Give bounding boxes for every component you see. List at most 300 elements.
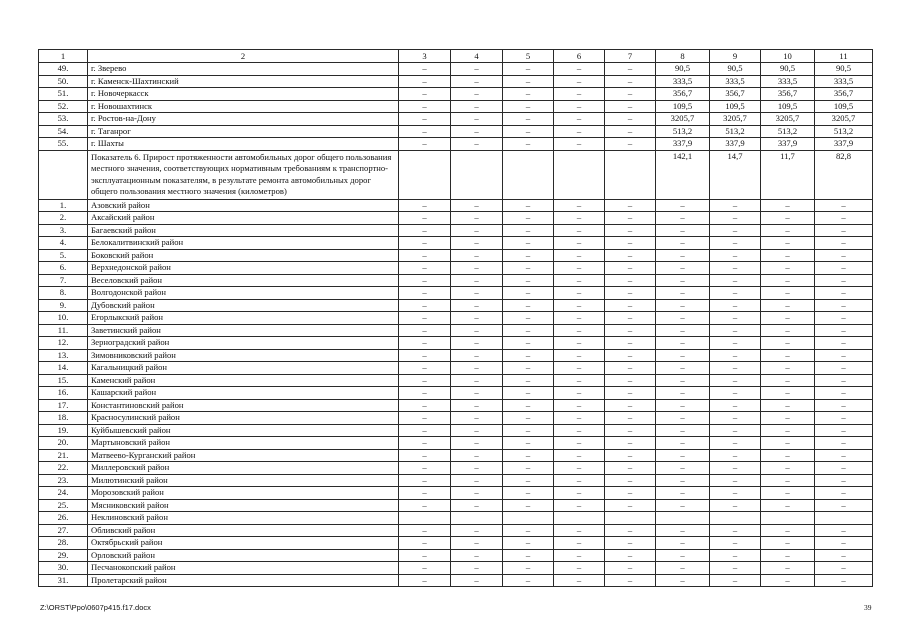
empty-value-cell: – — [451, 349, 503, 362]
empty-value-cell: – — [605, 437, 656, 450]
empty-value-cell: – — [605, 487, 656, 500]
row-number: 3. — [39, 224, 88, 237]
row-name: Верхнедонской район — [88, 262, 399, 275]
footer-file-path: Z:\ORST\Ppo\0607p415.f17.docx — [40, 603, 151, 612]
value-cell: – — [761, 499, 815, 512]
empty-value-cell: – — [605, 249, 656, 262]
row-number: 9. — [39, 299, 88, 312]
value-cell: 337,9 — [710, 138, 761, 151]
empty-value-cell: – — [554, 237, 605, 250]
value-cell: – — [656, 449, 710, 462]
empty-value-cell: – — [554, 224, 605, 237]
value-cell: – — [656, 424, 710, 437]
value-cell: – — [761, 474, 815, 487]
empty-value-cell: – — [399, 399, 451, 412]
value-cell: – — [761, 524, 815, 537]
table-row — [39, 374, 873, 387]
empty-value-cell: – — [554, 75, 605, 88]
value-cell: – — [710, 312, 761, 325]
empty-value-cell: – — [554, 412, 605, 425]
empty-value-cell: – — [503, 549, 554, 562]
empty-value-cell: – — [554, 125, 605, 138]
value-cell: 90,5 — [815, 63, 873, 76]
empty-value-cell: – — [451, 499, 503, 512]
value-cell: – — [815, 449, 873, 462]
empty-value-cell: – — [399, 113, 451, 126]
row-number: 24. — [39, 487, 88, 500]
empty-value-cell: – — [503, 537, 554, 550]
empty-value-cell: – — [503, 449, 554, 462]
row-name: Волгодонской район — [88, 287, 399, 300]
row-number: 7. — [39, 274, 88, 287]
value-cell: – — [815, 462, 873, 475]
empty-value-cell: – — [605, 63, 656, 76]
table-row — [39, 487, 873, 500]
value-cell: 333,5 — [761, 75, 815, 88]
empty-value-cell — [554, 150, 605, 199]
value-cell: – — [656, 437, 710, 450]
empty-value-cell: – — [503, 324, 554, 337]
row-number: 17. — [39, 399, 88, 412]
value-cell: – — [710, 324, 761, 337]
value-cell: – — [710, 574, 761, 587]
empty-value-cell: – — [399, 299, 451, 312]
value-cell: – — [761, 299, 815, 312]
value-cell: – — [710, 399, 761, 412]
empty-value-cell: – — [399, 274, 451, 287]
empty-value-cell: – — [451, 75, 503, 88]
empty-value-cell: – — [554, 399, 605, 412]
empty-value-cell: – — [503, 374, 554, 387]
value-cell: 90,5 — [761, 63, 815, 76]
empty-value-cell: – — [605, 312, 656, 325]
value-cell: 3205,7 — [656, 113, 710, 126]
value-cell: – — [656, 574, 710, 587]
empty-value-cell: – — [451, 63, 503, 76]
value-cell — [656, 512, 710, 525]
value-cell: – — [656, 349, 710, 362]
row-number: 54. — [39, 125, 88, 138]
empty-value-cell — [451, 150, 503, 199]
value-cell: – — [710, 287, 761, 300]
row-name: Белокалитвинский район — [88, 237, 399, 250]
row-number: 20. — [39, 437, 88, 450]
empty-value-cell: – — [399, 349, 451, 362]
row-number: 31. — [39, 574, 88, 587]
empty-value-cell: – — [605, 374, 656, 387]
table-header-row — [39, 50, 873, 63]
empty-value-cell: – — [451, 312, 503, 325]
row-number: 30. — [39, 562, 88, 575]
column-number: 10 — [761, 50, 815, 63]
value-cell: – — [761, 274, 815, 287]
table-row — [39, 399, 873, 412]
value-cell: 337,9 — [761, 138, 815, 151]
value-cell: 3205,7 — [710, 113, 761, 126]
empty-value-cell: – — [605, 362, 656, 375]
empty-value-cell: – — [605, 562, 656, 575]
row-number: 1. — [39, 199, 88, 212]
value-cell: – — [761, 212, 815, 225]
table-row — [39, 212, 873, 225]
empty-value-cell: – — [554, 88, 605, 101]
value-cell: – — [761, 249, 815, 262]
row-name: Песчанокопский район — [88, 562, 399, 575]
empty-value-cell: – — [554, 199, 605, 212]
table-row — [39, 449, 873, 462]
empty-value-cell: – — [605, 349, 656, 362]
table-row — [39, 299, 873, 312]
row-name: Боковский район — [88, 249, 399, 262]
empty-value-cell: – — [503, 424, 554, 437]
table-row — [39, 125, 873, 138]
value-cell: – — [710, 424, 761, 437]
row-number: 55. — [39, 138, 88, 151]
empty-value-cell: – — [503, 524, 554, 537]
value-cell: – — [815, 424, 873, 437]
value-cell: – — [710, 337, 761, 350]
row-number: 5. — [39, 249, 88, 262]
indicator-value: 82,8 — [815, 150, 873, 199]
value-cell: – — [710, 249, 761, 262]
empty-value-cell: – — [503, 138, 554, 151]
value-cell: – — [815, 274, 873, 287]
empty-value-cell: – — [451, 399, 503, 412]
value-cell: 337,9 — [815, 138, 873, 151]
empty-value-cell: – — [399, 374, 451, 387]
empty-value-cell: – — [399, 125, 451, 138]
row-number: 19. — [39, 424, 88, 437]
empty-value-cell: – — [503, 399, 554, 412]
value-cell: 109,5 — [761, 100, 815, 113]
row-number: 13. — [39, 349, 88, 362]
empty-value-cell: – — [605, 449, 656, 462]
empty-value-cell: – — [554, 113, 605, 126]
value-cell: – — [710, 474, 761, 487]
empty-value-cell — [399, 512, 451, 525]
empty-value-cell: – — [554, 437, 605, 450]
empty-value-cell: – — [605, 537, 656, 550]
empty-value-cell: – — [554, 387, 605, 400]
value-cell: – — [656, 249, 710, 262]
value-cell: – — [815, 487, 873, 500]
empty-value-cell: – — [451, 574, 503, 587]
row-name: г. Новочеркасск — [88, 88, 399, 101]
row-number-empty — [39, 150, 88, 199]
empty-value-cell — [554, 512, 605, 525]
value-cell: 337,9 — [656, 138, 710, 151]
value-cell: – — [761, 449, 815, 462]
empty-value-cell: – — [503, 75, 554, 88]
empty-value-cell: – — [399, 474, 451, 487]
empty-value-cell: – — [399, 249, 451, 262]
empty-value-cell: – — [503, 113, 554, 126]
table-row — [39, 199, 873, 212]
table-row — [39, 512, 873, 525]
table-row — [39, 549, 873, 562]
empty-value-cell: – — [605, 387, 656, 400]
empty-value-cell: – — [503, 88, 554, 101]
empty-value-cell: – — [503, 125, 554, 138]
value-cell: 333,5 — [656, 75, 710, 88]
empty-value-cell: – — [605, 262, 656, 275]
page-number: 39 — [864, 603, 872, 612]
empty-value-cell: – — [605, 474, 656, 487]
table-row — [39, 337, 873, 350]
empty-value-cell: – — [605, 237, 656, 250]
value-cell: – — [761, 549, 815, 562]
value-cell — [710, 512, 761, 525]
row-name: Кагальницкий район — [88, 362, 399, 375]
value-cell: – — [761, 262, 815, 275]
value-cell: – — [656, 549, 710, 562]
value-cell: – — [656, 362, 710, 375]
value-cell: – — [710, 412, 761, 425]
row-name: г. Зверево — [88, 63, 399, 76]
value-cell: – — [815, 574, 873, 587]
empty-value-cell: – — [503, 437, 554, 450]
empty-value-cell: – — [399, 462, 451, 475]
empty-value-cell: – — [451, 125, 503, 138]
value-cell: 333,5 — [710, 75, 761, 88]
value-cell: – — [815, 499, 873, 512]
value-cell: – — [815, 537, 873, 550]
empty-value-cell: – — [605, 113, 656, 126]
row-name: Заветинский район — [88, 324, 399, 337]
row-name: г. Шахты — [88, 138, 399, 151]
empty-value-cell: – — [503, 224, 554, 237]
empty-value-cell: – — [399, 574, 451, 587]
empty-value-cell: – — [554, 487, 605, 500]
row-number: 15. — [39, 374, 88, 387]
value-cell: – — [761, 462, 815, 475]
value-cell: – — [710, 562, 761, 575]
value-cell: 513,2 — [710, 125, 761, 138]
empty-value-cell: – — [399, 337, 451, 350]
empty-value-cell: – — [554, 63, 605, 76]
empty-value-cell: – — [451, 100, 503, 113]
empty-value-cell: – — [451, 237, 503, 250]
table-row — [39, 524, 873, 537]
value-cell: – — [815, 387, 873, 400]
empty-value-cell: – — [503, 100, 554, 113]
value-cell: – — [656, 299, 710, 312]
value-cell: – — [656, 487, 710, 500]
value-cell: – — [761, 224, 815, 237]
empty-value-cell: – — [451, 274, 503, 287]
empty-value-cell: – — [605, 212, 656, 225]
indicator-value: 14,7 — [710, 150, 761, 199]
value-cell: – — [656, 387, 710, 400]
empty-value-cell: – — [503, 362, 554, 375]
table-row — [39, 88, 873, 101]
value-cell: 3205,7 — [815, 113, 873, 126]
column-number: 5 — [503, 50, 554, 63]
value-cell: – — [710, 462, 761, 475]
column-number: 3 — [399, 50, 451, 63]
empty-value-cell: – — [503, 474, 554, 487]
empty-value-cell — [451, 512, 503, 525]
table-row — [39, 437, 873, 450]
empty-value-cell: – — [451, 113, 503, 126]
value-cell: – — [815, 524, 873, 537]
table-row — [39, 249, 873, 262]
value-cell: – — [656, 337, 710, 350]
table-row — [39, 113, 873, 126]
empty-value-cell: – — [503, 387, 554, 400]
empty-value-cell: – — [451, 249, 503, 262]
value-cell: – — [761, 574, 815, 587]
empty-value-cell: – — [554, 574, 605, 587]
empty-value-cell: – — [503, 274, 554, 287]
empty-value-cell: – — [605, 524, 656, 537]
value-cell: – — [656, 537, 710, 550]
row-name: Аксайский район — [88, 212, 399, 225]
empty-value-cell: – — [554, 524, 605, 537]
value-cell: – — [710, 449, 761, 462]
empty-value-cell: – — [451, 88, 503, 101]
empty-value-cell: – — [554, 549, 605, 562]
row-number: 49. — [39, 63, 88, 76]
empty-value-cell: – — [554, 362, 605, 375]
row-name: Куйбышевский район — [88, 424, 399, 437]
value-cell: – — [710, 224, 761, 237]
value-cell: – — [656, 274, 710, 287]
row-number: 6. — [39, 262, 88, 275]
row-number: 27. — [39, 524, 88, 537]
value-cell: – — [761, 349, 815, 362]
empty-value-cell: – — [503, 249, 554, 262]
value-cell: – — [710, 549, 761, 562]
empty-value-cell: – — [554, 299, 605, 312]
row-name: Дубовский район — [88, 299, 399, 312]
empty-value-cell — [399, 150, 451, 199]
empty-value-cell: – — [554, 249, 605, 262]
empty-value-cell — [605, 512, 656, 525]
value-cell: 333,5 — [815, 75, 873, 88]
row-number: 18. — [39, 412, 88, 425]
column-number: 7 — [605, 50, 656, 63]
row-number: 53. — [39, 113, 88, 126]
empty-value-cell: – — [451, 374, 503, 387]
empty-value-cell — [503, 150, 554, 199]
value-cell: 90,5 — [656, 63, 710, 76]
value-cell: – — [710, 262, 761, 275]
empty-value-cell: – — [503, 349, 554, 362]
row-name: Каменский район — [88, 374, 399, 387]
table-row — [39, 574, 873, 587]
table-row — [39, 499, 873, 512]
row-number: 4. — [39, 237, 88, 250]
value-cell: – — [656, 312, 710, 325]
row-name: г. Таганрог — [88, 125, 399, 138]
empty-value-cell: – — [451, 462, 503, 475]
empty-value-cell: – — [605, 499, 656, 512]
empty-value-cell: – — [451, 487, 503, 500]
column-number: 11 — [815, 50, 873, 63]
empty-value-cell: – — [399, 524, 451, 537]
empty-value-cell: – — [605, 138, 656, 151]
empty-value-cell: – — [554, 474, 605, 487]
empty-value-cell: – — [554, 100, 605, 113]
empty-value-cell: – — [451, 287, 503, 300]
value-cell: – — [761, 287, 815, 300]
empty-value-cell: – — [605, 88, 656, 101]
row-name: Матвеево-Курганский район — [88, 449, 399, 462]
empty-value-cell: – — [554, 499, 605, 512]
row-number: 50. — [39, 75, 88, 88]
row-name: Милютинский район — [88, 474, 399, 487]
value-cell: – — [710, 524, 761, 537]
row-number: 14. — [39, 362, 88, 375]
empty-value-cell: – — [605, 125, 656, 138]
column-number: 4 — [451, 50, 503, 63]
empty-value-cell: – — [399, 312, 451, 325]
value-cell: – — [815, 324, 873, 337]
column-number: 8 — [656, 50, 710, 63]
empty-value-cell: – — [554, 212, 605, 225]
empty-value-cell: – — [605, 574, 656, 587]
row-number: 2. — [39, 212, 88, 225]
row-number: 28. — [39, 537, 88, 550]
value-cell: – — [710, 237, 761, 250]
row-name: Багаевский район — [88, 224, 399, 237]
table-row — [39, 362, 873, 375]
row-name: г. Ростов-на-Дону — [88, 113, 399, 126]
empty-value-cell: – — [399, 562, 451, 575]
empty-value-cell — [503, 512, 554, 525]
empty-value-cell: – — [503, 412, 554, 425]
value-cell: 513,2 — [815, 125, 873, 138]
empty-value-cell: – — [605, 324, 656, 337]
row-name: Неклиновский район — [88, 512, 399, 525]
empty-value-cell: – — [605, 424, 656, 437]
empty-value-cell: – — [451, 524, 503, 537]
value-cell: – — [815, 412, 873, 425]
row-name: Константиновский район — [88, 399, 399, 412]
empty-value-cell: – — [399, 549, 451, 562]
row-name: г. Новошахтинск — [88, 100, 399, 113]
value-cell: – — [761, 562, 815, 575]
row-number: 25. — [39, 499, 88, 512]
value-cell: – — [656, 324, 710, 337]
column-number: 1 — [39, 50, 88, 63]
value-cell: – — [710, 349, 761, 362]
value-cell: – — [815, 337, 873, 350]
empty-value-cell: – — [605, 399, 656, 412]
value-cell: – — [815, 262, 873, 275]
empty-value-cell: – — [554, 274, 605, 287]
value-cell: – — [761, 362, 815, 375]
value-cell: 513,2 — [761, 125, 815, 138]
empty-value-cell: – — [554, 374, 605, 387]
empty-value-cell: – — [605, 549, 656, 562]
empty-value-cell: – — [554, 562, 605, 575]
empty-value-cell: – — [503, 337, 554, 350]
table-row — [39, 274, 873, 287]
table-row — [39, 63, 873, 76]
indicator-value: 11,7 — [761, 150, 815, 199]
value-cell: – — [815, 287, 873, 300]
value-cell: – — [710, 299, 761, 312]
empty-value-cell: – — [451, 362, 503, 375]
empty-value-cell: – — [605, 224, 656, 237]
indicator-row — [39, 150, 873, 199]
value-cell: – — [815, 562, 873, 575]
value-cell: – — [710, 499, 761, 512]
empty-value-cell: – — [503, 199, 554, 212]
row-number: 52. — [39, 100, 88, 113]
